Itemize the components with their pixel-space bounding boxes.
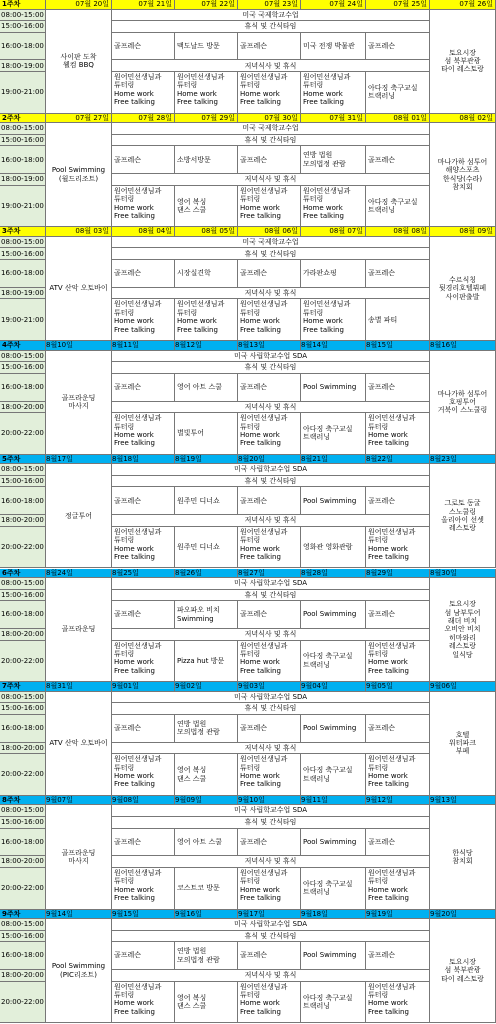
date-cell: 8월27일 bbox=[238, 569, 301, 579]
dinner-row: 저녁식사 및 휴식 bbox=[112, 60, 430, 72]
date-cell: 8월18일 bbox=[112, 455, 175, 465]
dinner-row: 저녁식사 및 휴식 bbox=[112, 402, 430, 414]
class-row: 미국 국제학교수업 bbox=[112, 10, 430, 22]
date-cell: 9월18일 bbox=[301, 910, 366, 920]
saturday-activity: 토요시장 섬 북부관광 타이 레스토랑 bbox=[430, 919, 496, 1023]
class-row: 미국 사립학교수업 SDA bbox=[112, 578, 430, 590]
snack-row: 휴식 및 간식타임 bbox=[112, 817, 430, 829]
date-cell: 08월 06일 bbox=[238, 227, 301, 237]
evening-activity: 원어민선생님과 튜터링 Home work Free talking bbox=[238, 868, 301, 910]
snack-row: 휴식 및 간식타임 bbox=[112, 135, 430, 147]
time-slot: 15:00-16:00 bbox=[0, 703, 46, 715]
evening-activity: 원어민선생님과 튜터링 Home work Free talking bbox=[238, 641, 301, 683]
date-cell: 8월12일 bbox=[175, 341, 238, 351]
date-cell: 9월07일 bbox=[46, 796, 112, 806]
time-slot: 08:00-15:00 bbox=[0, 123, 46, 135]
date-cell: 9월14일 bbox=[46, 910, 112, 920]
afternoon-activity: 골프레슨 bbox=[112, 829, 175, 857]
evening-activity: 아다징 축구교실 트랙러닝 bbox=[301, 868, 366, 910]
date-cell: 9월09일 bbox=[175, 796, 238, 806]
dinner-row: 저녁식사 및 휴식 bbox=[112, 856, 430, 868]
time-slot: 16:00-18:00 bbox=[0, 942, 46, 970]
week-label: 5주차 bbox=[0, 455, 46, 465]
afternoon-activity: 골프레슨 bbox=[366, 715, 430, 743]
evening-activity: 송별 파티 bbox=[366, 299, 430, 341]
time-slot: 18:00-20:00 bbox=[0, 743, 46, 755]
time-slot: 08:00-15:00 bbox=[0, 919, 46, 931]
time-slot: 16:00-18:00 bbox=[0, 260, 46, 288]
saturday-activity: 토요시장 섬 남부투어 래더 비치 오비안 비치 히마와리 레스토랑 일식당 bbox=[430, 578, 496, 682]
sunday-activity: ATV 산악 오토바이 bbox=[46, 692, 112, 796]
afternoon-activity: 골프레슨 bbox=[238, 146, 301, 174]
week-label: 2주차 bbox=[0, 114, 46, 124]
evening-activity: 아다징 축구교실 트랙러닝 bbox=[301, 754, 366, 796]
evening-activity: 아다징 축구교실 트랙러닝 bbox=[301, 413, 366, 455]
evening-activity: 원어민선생님과 튜터링 Home work Free talking bbox=[238, 72, 301, 114]
date-cell: 9월20일 bbox=[430, 910, 496, 920]
date-cell: 9월12일 bbox=[366, 796, 430, 806]
afternoon-activity: 골프레슨 bbox=[112, 374, 175, 402]
week-label: 7주차 bbox=[0, 682, 46, 692]
time-slot: 16:00-18:00 bbox=[0, 374, 46, 402]
afternoon-activity: Pool Swimming bbox=[301, 374, 366, 402]
time-slot: 08:00-15:00 bbox=[0, 805, 46, 817]
time-slot: 16:00-18:00 bbox=[0, 33, 46, 61]
date-cell: 08월 02일 bbox=[430, 114, 496, 124]
afternoon-activity: 골프레슨 bbox=[366, 33, 430, 61]
time-slot: 08:00-15:00 bbox=[0, 464, 46, 476]
sunday-activity: 골프라운딩 bbox=[46, 578, 112, 682]
evening-activity: 원어민선생님과 튜터링 Home work Free talking bbox=[175, 72, 238, 114]
time-slot: 16:00-18:00 bbox=[0, 146, 46, 174]
date-cell: 8월23일 bbox=[430, 455, 496, 465]
afternoon-activity: 골프레슨 bbox=[366, 374, 430, 402]
saturday-activity: 마나가하 섬투어 호핑투어 거북이 스노쿨링 bbox=[430, 351, 496, 455]
sunday-activity: ATV 산악 오토바이 bbox=[46, 237, 112, 341]
date-cell: 9월03일 bbox=[238, 682, 301, 692]
afternoon-activity: 골프레슨 bbox=[112, 487, 175, 515]
week-label: 8주차 bbox=[0, 796, 46, 806]
time-slot: 08:00-15:00 bbox=[0, 578, 46, 590]
date-cell: 8월21일 bbox=[301, 455, 366, 465]
date-cell: 07월 22일 bbox=[175, 0, 238, 10]
evening-activity: 원어민선생님과 튜터링 Home work Free talking bbox=[112, 186, 175, 228]
afternoon-activity: 원주민 디너쇼 bbox=[175, 487, 238, 515]
evening-activity: 원어민선생님과 튜터링 Home work Free talking bbox=[366, 641, 430, 683]
time-slot: 18:00-19:00 bbox=[0, 288, 46, 300]
time-slot: 19:00-21:00 bbox=[0, 299, 46, 341]
date-cell: 07월 21일 bbox=[112, 0, 175, 10]
date-cell: 9월04일 bbox=[301, 682, 366, 692]
evening-activity: 원어민선생님과 튜터링 Home work Free talking bbox=[238, 527, 301, 569]
time-slot: 20:00-22:00 bbox=[0, 868, 46, 910]
date-cell: 8월25일 bbox=[112, 569, 175, 579]
evening-activity: 원어민선생님과 튜터링 Home work Free talking bbox=[112, 754, 175, 796]
afternoon-activity: 가라판쇼핑 bbox=[301, 260, 366, 288]
evening-activity: 원어민선생님과 튜터링 Home work Free talking bbox=[301, 299, 366, 341]
date-cell: 8월15일 bbox=[366, 341, 430, 351]
evening-activity: 영화관 영화관람 bbox=[301, 527, 366, 569]
time-slot: 18:00-20:00 bbox=[0, 970, 46, 982]
date-cell: 07월 24일 bbox=[301, 0, 366, 10]
date-cell: 07월 20일 bbox=[46, 0, 112, 10]
date-cell: 8월19일 bbox=[175, 455, 238, 465]
afternoon-activity: 골프레슨 bbox=[366, 487, 430, 515]
class-row: 미국 사립학교수업 SDA bbox=[112, 692, 430, 704]
evening-activity: 원어민선생님과 튜터링 Home work Free talking bbox=[112, 527, 175, 569]
date-cell: 08월 01일 bbox=[366, 114, 430, 124]
date-cell: 8월29일 bbox=[366, 569, 430, 579]
saturday-activity: 토요시장 섬 북부관광 타이 레스토랑 bbox=[430, 10, 496, 114]
date-cell: 8월14일 bbox=[301, 341, 366, 351]
class-row: 미국 사립학교수업 SDA bbox=[112, 805, 430, 817]
saturday-activity: 수르식칭 뒷경리호텔뷔페 사이판출발 bbox=[430, 237, 496, 341]
dinner-row: 저녁식사 및 휴식 bbox=[112, 288, 430, 300]
evening-activity: 원어민선생님과 튜터링 Home work Free talking bbox=[366, 527, 430, 569]
date-cell: 9월10일 bbox=[238, 796, 301, 806]
time-slot: 08:00-15:00 bbox=[0, 10, 46, 22]
date-cell: 08월 07일 bbox=[301, 227, 366, 237]
date-cell: 07월 31일 bbox=[301, 114, 366, 124]
time-slot: 16:00-18:00 bbox=[0, 829, 46, 857]
evening-activity: 영어 복싱 댄스 스쿨 bbox=[175, 186, 238, 228]
class-row: 미국 국제학교수업 bbox=[112, 237, 430, 249]
snack-row: 휴식 및 간식타임 bbox=[112, 931, 430, 943]
evening-activity: 별빛투어 bbox=[175, 413, 238, 455]
evening-activity: 원어민선생님과 튜터링 Home work Free talking bbox=[301, 186, 366, 228]
evening-activity: 원어민선생님과 튜터링 Home work Free talking bbox=[112, 641, 175, 683]
afternoon-activity: 골프레슨 bbox=[238, 601, 301, 629]
evening-activity: 원어민선생님과 튜터링 Home work Free talking bbox=[112, 868, 175, 910]
evening-activity: 원어민선생님과 튜터링 Home work Free talking bbox=[112, 72, 175, 114]
date-cell: 08월 09일 bbox=[430, 227, 496, 237]
evening-activity: 아다징 축구교실 트랙러닝 bbox=[301, 641, 366, 683]
sunday-activity: 골프라운딩 마사지 bbox=[46, 351, 112, 455]
time-slot: 15:00-16:00 bbox=[0, 476, 46, 488]
date-cell: 9월11일 bbox=[301, 796, 366, 806]
afternoon-activity: 영어 아트 스쿨 bbox=[175, 374, 238, 402]
date-cell: 8월17일 bbox=[46, 455, 112, 465]
date-cell: 9월19일 bbox=[366, 910, 430, 920]
evening-activity: 원주민 디너쇼 bbox=[175, 527, 238, 569]
date-cell: 9월15일 bbox=[112, 910, 175, 920]
class-row: 미국 사립학교수업 SDA bbox=[112, 351, 430, 363]
dinner-row: 저녁식사 및 휴식 bbox=[112, 743, 430, 755]
date-cell: 8월10일 bbox=[46, 341, 112, 351]
date-cell: 8월31일 bbox=[46, 682, 112, 692]
snack-row: 휴식 및 간식타임 bbox=[112, 476, 430, 488]
date-cell: 8월20일 bbox=[238, 455, 301, 465]
evening-activity: 원어민선생님과 튜터링 Home work Free talking bbox=[366, 868, 430, 910]
afternoon-activity: 시장실견학 bbox=[175, 260, 238, 288]
date-cell: 9월16일 bbox=[175, 910, 238, 920]
afternoon-activity: 연방 법원 모의법정 관람 bbox=[175, 715, 238, 743]
afternoon-activity: 골프레슨 bbox=[238, 33, 301, 61]
afternoon-activity: Pool Swimming bbox=[301, 487, 366, 515]
time-slot: 18:00-19:00 bbox=[0, 60, 46, 72]
snack-row: 휴식 및 간식타임 bbox=[112, 590, 430, 602]
afternoon-activity: 골프레슨 bbox=[366, 146, 430, 174]
time-slot: 20:00-22:00 bbox=[0, 754, 46, 796]
time-slot: 18:00-20:00 bbox=[0, 856, 46, 868]
date-cell: 07월 28일 bbox=[112, 114, 175, 124]
class-row: 미국 사립학교수업 SDA bbox=[112, 464, 430, 476]
date-cell: 8월22일 bbox=[366, 455, 430, 465]
week-label: 6주차 bbox=[0, 569, 46, 579]
evening-activity: 아다징 축구교실 트랙러닝 bbox=[301, 982, 366, 1024]
afternoon-activity: 골프레슨 bbox=[112, 33, 175, 61]
time-slot: 18:00-19:00 bbox=[0, 174, 46, 186]
sunday-activity: 골프라운딩 마사지 bbox=[46, 805, 112, 909]
dinner-row: 저녁식사 및 휴식 bbox=[112, 515, 430, 527]
afternoon-activity: 골프레슨 bbox=[238, 487, 301, 515]
afternoon-activity: 연방 법원 모의법정 관람 bbox=[175, 942, 238, 970]
date-cell: 08월 03일 bbox=[46, 227, 112, 237]
date-cell: 8월30일 bbox=[430, 569, 496, 579]
sunday-activity: Pool Swimming (월드리조트) bbox=[46, 123, 112, 227]
evening-activity: 원어민선생님과 튜터링 Home work Free talking bbox=[366, 754, 430, 796]
afternoon-activity: 골프레슨 bbox=[238, 715, 301, 743]
afternoon-activity: 맥도날드 방문 bbox=[175, 33, 238, 61]
evening-activity: Pizza hut 방문 bbox=[175, 641, 238, 683]
evening-activity: 원어민선생님과 튜터링 Home work Free talking bbox=[238, 754, 301, 796]
time-slot: 08:00-15:00 bbox=[0, 692, 46, 704]
evening-activity: 원어민선생님과 튜터링 Home work Free talking bbox=[112, 413, 175, 455]
snack-row: 휴식 및 간식타임 bbox=[112, 21, 430, 33]
time-slot: 16:00-18:00 bbox=[0, 601, 46, 629]
evening-activity: 원어민선생님과 튜터링 Home work Free talking bbox=[175, 299, 238, 341]
afternoon-activity: 골프레슨 bbox=[238, 942, 301, 970]
afternoon-activity: Pool Swimming bbox=[301, 601, 366, 629]
dinner-row: 저녁식사 및 휴식 bbox=[112, 174, 430, 186]
sunday-activity: 정글투어 bbox=[46, 464, 112, 568]
date-cell: 9월06일 bbox=[430, 682, 496, 692]
evening-activity: 원어민선생님과 튜터링 Home work Free talking bbox=[112, 299, 175, 341]
afternoon-activity: 골프레슨 bbox=[112, 601, 175, 629]
time-slot: 18:00-20:00 bbox=[0, 402, 46, 414]
evening-activity: 원어민선생님과 튜터링 Home work Free talking bbox=[112, 982, 175, 1024]
date-cell: 9월02일 bbox=[175, 682, 238, 692]
evening-activity: 원어민선생님과 튜터링 Home work Free talking bbox=[301, 72, 366, 114]
snack-row: 휴식 및 간식타임 bbox=[112, 248, 430, 260]
time-slot: 15:00-16:00 bbox=[0, 21, 46, 33]
time-slot: 15:00-16:00 bbox=[0, 248, 46, 260]
date-cell: 8월16일 bbox=[430, 341, 496, 351]
class-row: 미국 사립학교수업 SDA bbox=[112, 919, 430, 931]
date-cell: 9월01일 bbox=[112, 682, 175, 692]
dinner-row: 저녁식사 및 휴식 bbox=[112, 629, 430, 641]
week-label: 4주차 bbox=[0, 341, 46, 351]
afternoon-activity: 골프레슨 bbox=[366, 601, 430, 629]
class-row: 미국 국제학교수업 bbox=[112, 123, 430, 135]
afternoon-activity: 미국 전쟁 박물관 bbox=[301, 33, 366, 61]
time-slot: 20:00-22:00 bbox=[0, 527, 46, 569]
evening-activity: 아다징 축구교실 트랙러닝 bbox=[366, 186, 430, 228]
date-cell: 9월13일 bbox=[430, 796, 496, 806]
time-slot: 18:00-20:00 bbox=[0, 515, 46, 527]
afternoon-activity: 골프레슨 bbox=[238, 260, 301, 288]
afternoon-activity: Pool Swimming bbox=[301, 942, 366, 970]
date-cell: 07월 23일 bbox=[238, 0, 301, 10]
date-cell: 9월08일 bbox=[112, 796, 175, 806]
time-slot: 20:00-22:00 bbox=[0, 641, 46, 683]
time-slot: 08:00-15:00 bbox=[0, 237, 46, 249]
afternoon-activity: 골프레슨 bbox=[112, 715, 175, 743]
saturday-activity: 그로토 동굴 스노쿨링 올리아이 선셋 레스토랑 bbox=[430, 464, 496, 568]
date-cell: 8월28일 bbox=[301, 569, 366, 579]
date-cell: 07월 29일 bbox=[175, 114, 238, 124]
date-cell: 08월 05일 bbox=[175, 227, 238, 237]
time-slot: 15:00-16:00 bbox=[0, 590, 46, 602]
time-slot: 19:00-21:00 bbox=[0, 72, 46, 114]
afternoon-activity: 골프레슨 bbox=[238, 829, 301, 857]
time-slot: 08:00-15:00 bbox=[0, 351, 46, 363]
afternoon-activity: 연방 법원 모의법정 관람 bbox=[301, 146, 366, 174]
evening-activity: 영어 복싱 댄스 스쿨 bbox=[175, 982, 238, 1024]
afternoon-activity: 소방서방문 bbox=[175, 146, 238, 174]
evening-activity: 원어민선생님과 튜터링 Home work Free talking bbox=[366, 982, 430, 1024]
week-label: 1주차 bbox=[0, 0, 46, 10]
evening-activity: 아다징 축구교실 트랙러닝 bbox=[366, 72, 430, 114]
date-cell: 9월05일 bbox=[366, 682, 430, 692]
afternoon-activity: 골프레슨 bbox=[112, 942, 175, 970]
time-slot: 15:00-16:00 bbox=[0, 817, 46, 829]
afternoon-activity: Pool Swimming bbox=[301, 715, 366, 743]
evening-activity: 영어 복싱 댄스 스쿨 bbox=[175, 754, 238, 796]
sunday-activity: 사이판 도착 웰컴 BBQ bbox=[46, 10, 112, 114]
date-cell: 08월 08일 bbox=[366, 227, 430, 237]
afternoon-activity: 골프레슨 bbox=[238, 374, 301, 402]
date-cell: 9월17일 bbox=[238, 910, 301, 920]
evening-activity: 원어민선생님과 튜터링 Home work Free talking bbox=[238, 299, 301, 341]
week-label: 3주차 bbox=[0, 227, 46, 237]
snack-row: 휴식 및 간식타임 bbox=[112, 703, 430, 715]
date-cell: 8월26일 bbox=[175, 569, 238, 579]
date-cell: 07월 25일 bbox=[366, 0, 430, 10]
afternoon-activity: 영어 아트 스쿨 bbox=[175, 829, 238, 857]
time-slot: 20:00-22:00 bbox=[0, 413, 46, 455]
date-cell: 07월 27일 bbox=[46, 114, 112, 124]
date-cell: 07월 30일 bbox=[238, 114, 301, 124]
evening-activity: 원어민선생님과 튜터링 Home work Free talking bbox=[238, 413, 301, 455]
afternoon-activity: 골프레슨 bbox=[366, 942, 430, 970]
evening-activity: 원어민선생님과 튜터링 Home work Free talking bbox=[238, 186, 301, 228]
time-slot: 16:00-18:00 bbox=[0, 487, 46, 515]
date-cell: 07월 26일 bbox=[430, 0, 496, 10]
time-slot: 18:00-20:00 bbox=[0, 629, 46, 641]
evening-activity: 원어민선생님과 튜터링 Home work Free talking bbox=[238, 982, 301, 1024]
afternoon-activity: 골프레슨 bbox=[112, 146, 175, 174]
saturday-activity: 마나가하 섬투어 해양스포츠 한식당(수라) 참치회 bbox=[430, 123, 496, 227]
afternoon-activity: 파오파오 비치 Swimming bbox=[175, 601, 238, 629]
time-slot: 19:00-21:00 bbox=[0, 186, 46, 228]
saturday-activity: 호텔 워터파크 부페 bbox=[430, 692, 496, 796]
afternoon-activity: 골프레슨 bbox=[112, 260, 175, 288]
date-cell: 8월11일 bbox=[112, 341, 175, 351]
sunday-activity: Pool Swimming (PIC리조트) bbox=[46, 919, 112, 1023]
afternoon-activity: Pool Swimming bbox=[301, 829, 366, 857]
week-label: 9주차 bbox=[0, 910, 46, 920]
afternoon-activity: 골프레슨 bbox=[366, 260, 430, 288]
time-slot: 16:00-18:00 bbox=[0, 715, 46, 743]
time-slot: 15:00-16:00 bbox=[0, 362, 46, 374]
time-slot: 15:00-16:00 bbox=[0, 931, 46, 943]
evening-activity: 코스트코 방문 bbox=[175, 868, 238, 910]
date-cell: 08월 04일 bbox=[112, 227, 175, 237]
date-cell: 8월13일 bbox=[238, 341, 301, 351]
saturday-activity: 한식당 참치회 bbox=[430, 805, 496, 909]
time-slot: 20:00-22:00 bbox=[0, 982, 46, 1024]
evening-activity: 원어민선생님과 튜터링 Home work Free talking bbox=[366, 413, 430, 455]
date-cell: 8월24일 bbox=[46, 569, 112, 579]
time-slot: 15:00-16:00 bbox=[0, 135, 46, 147]
dinner-row: 저녁식사 및 휴식 bbox=[112, 970, 430, 982]
afternoon-activity: 골프레슨 bbox=[366, 829, 430, 857]
snack-row: 휴식 및 간식타임 bbox=[112, 362, 430, 374]
